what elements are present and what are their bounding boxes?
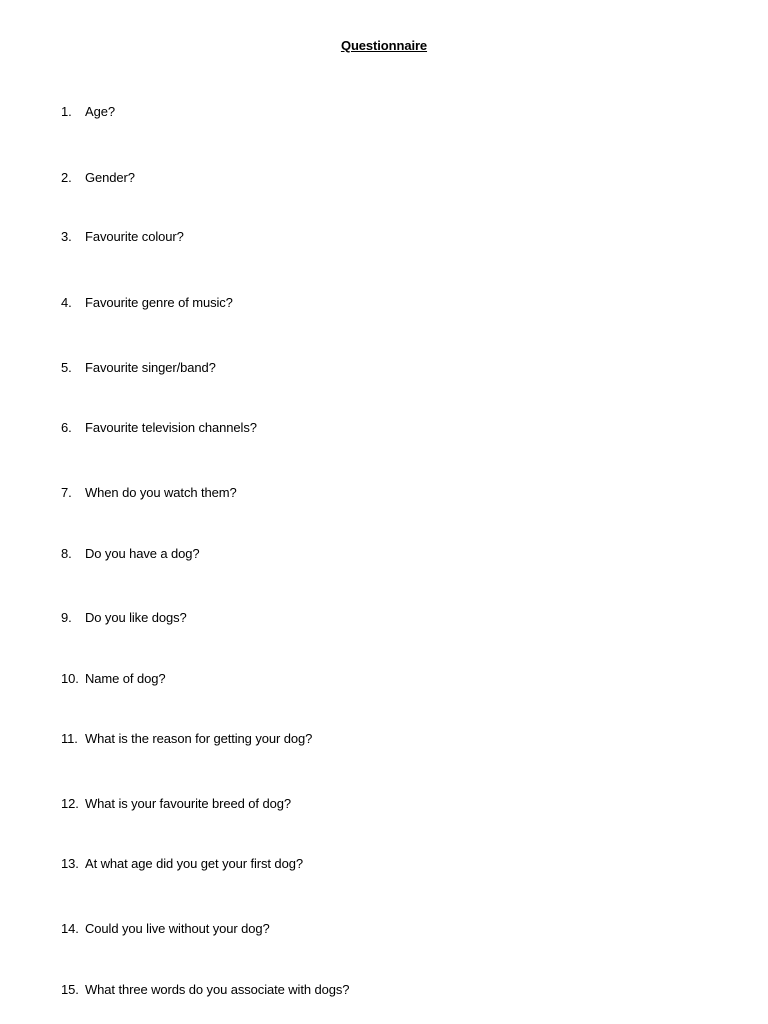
question-number: 15. — [61, 982, 79, 997]
question-text: Could you live without your dog? — [85, 921, 270, 936]
question-item — [61, 104, 115, 120]
question-number: 10. — [61, 671, 79, 686]
question-item — [61, 731, 312, 747]
question-text: Favourite genre of music? — [85, 295, 233, 310]
question-text: Do you like dogs? — [85, 610, 187, 625]
question-text: What is the reason for getting your dog? — [85, 731, 313, 746]
question-number: 2. — [61, 170, 72, 185]
question-text: Favourite singer/band? — [85, 360, 216, 375]
question-number: 14. — [61, 921, 79, 936]
question-text: What is your favourite breed of dog? — [85, 796, 291, 811]
question-text: Gender? — [85, 170, 135, 185]
question-item — [61, 295, 233, 311]
question-text: At what age did you get your first dog? — [85, 856, 303, 871]
question-item — [61, 856, 303, 872]
document-title: Questionnaire — [340, 38, 428, 53]
question-item — [61, 485, 237, 501]
question-item — [61, 796, 291, 812]
question-item — [61, 610, 187, 626]
question-item — [61, 170, 135, 186]
question-number: 6. — [61, 420, 72, 435]
question-item — [61, 546, 200, 562]
question-text: Favourite television channels? — [85, 420, 257, 435]
question-number: 12. — [61, 796, 79, 811]
question-number: 8. — [61, 546, 72, 561]
question-item — [61, 921, 270, 937]
question-text: What three words do you associate with dogs? — [85, 982, 350, 997]
question-text: Name of dog? — [85, 671, 166, 686]
question-item — [61, 982, 349, 998]
question-item — [61, 671, 165, 687]
question-item — [61, 420, 257, 436]
question-item — [61, 360, 216, 376]
question-text: When do you watch them? — [85, 485, 237, 500]
question-number: 7. — [61, 485, 72, 500]
question-item — [61, 229, 184, 245]
question-number: 13. — [61, 856, 79, 871]
question-text: Favourite colour? — [85, 229, 184, 244]
question-number: 1. — [61, 104, 72, 119]
question-number: 9. — [61, 610, 72, 625]
question-text: Do you have a dog? — [85, 546, 200, 561]
question-number: 4. — [61, 295, 72, 310]
question-text: Age? — [85, 104, 115, 119]
question-number: 11. — [61, 731, 78, 746]
question-number: 3. — [61, 229, 72, 244]
question-number: 5. — [61, 360, 72, 375]
